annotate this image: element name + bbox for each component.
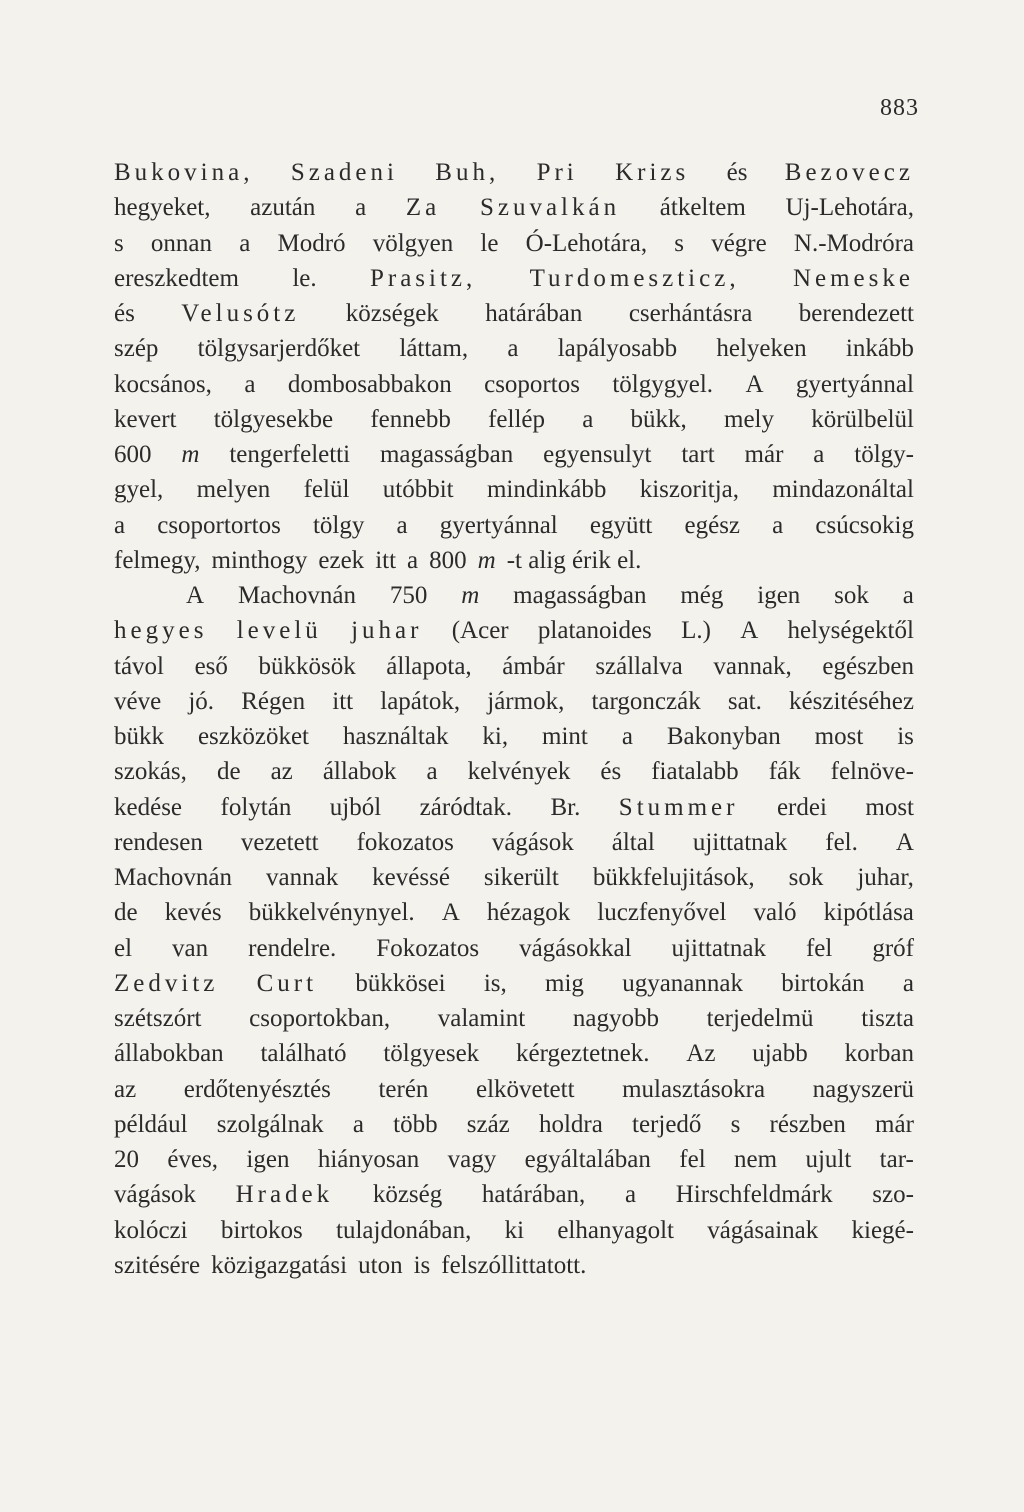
word: azután: [250, 194, 316, 222]
word: elkövetett: [475, 1075, 575, 1103]
word: Pri: [536, 159, 578, 186]
word: a: [407, 546, 419, 574]
text-line: [114, 261, 914, 296]
word: juhar: [351, 617, 423, 645]
text-line: [114, 931, 914, 966]
text-line: [114, 1142, 914, 1177]
word: tölgygyel.: [612, 370, 714, 398]
word: Za: [405, 194, 441, 222]
text-line: [114, 508, 914, 543]
word: állabokban: [114, 1040, 224, 1068]
word: helységektől: [787, 617, 914, 645]
word: berendezett: [798, 300, 914, 327]
word: gróf: [872, 934, 914, 962]
word: vágásainak: [707, 1216, 819, 1244]
text-line: [114, 1248, 914, 1283]
word: de: [114, 899, 138, 927]
word: fák: [768, 758, 801, 786]
word: fokozatos: [356, 828, 454, 856]
word: a: [114, 511, 126, 539]
text-line: [114, 155, 914, 190]
word: bükkelvénynyel.: [248, 899, 415, 927]
word: Uj-Lehotára,: [785, 194, 914, 222]
word: vágások: [491, 828, 574, 856]
word: lapátok,: [380, 687, 461, 715]
word: de: [216, 758, 241, 786]
word: is,: [483, 969, 507, 997]
word: tölgysarjerdőket: [197, 335, 361, 363]
word: 20: [114, 1146, 139, 1173]
word: szitésére: [114, 1251, 201, 1279]
word: hiányosan: [317, 1146, 420, 1173]
word: mindinkább: [486, 476, 607, 504]
word: bükkösei: [355, 969, 446, 997]
word: ujult: [805, 1146, 852, 1173]
word: hegyeket,: [114, 194, 211, 222]
word: által: [611, 828, 655, 856]
word: sikerült: [483, 864, 559, 891]
word: a: [239, 229, 251, 257]
word: onnan: [150, 229, 213, 257]
word: Bukovina,: [114, 159, 254, 186]
word: egyáltalában: [524, 1146, 651, 1173]
word: jó.: [188, 687, 215, 715]
word: a: [352, 1110, 364, 1138]
word: holdra: [538, 1110, 603, 1138]
word: szo-: [872, 1181, 914, 1209]
text-line: [114, 190, 914, 225]
word: vezetett: [240, 828, 319, 856]
word: hegyes: [114, 617, 208, 645]
word: község: [372, 1181, 443, 1209]
word: a: [507, 335, 519, 363]
word: ki: [504, 1216, 525, 1244]
word: Az: [686, 1040, 716, 1068]
word: kedése: [114, 793, 183, 821]
word: erdei: [776, 793, 827, 821]
word: ujból: [329, 793, 382, 821]
text-line: [114, 719, 914, 754]
word: sok: [834, 582, 869, 609]
word: ujittatnak: [671, 934, 766, 962]
word: Bakonyban: [666, 723, 781, 750]
word: kevert: [114, 405, 177, 433]
word: Hradek: [235, 1181, 334, 1209]
word: átkeltem: [659, 194, 746, 222]
body-text: [114, 155, 914, 1283]
word: kevéssé: [372, 864, 450, 891]
word: nagyszerü: [812, 1075, 914, 1103]
word: eszközöket: [197, 723, 309, 750]
word: kiegé-: [851, 1216, 914, 1244]
text-line: [114, 296, 914, 331]
word: Velusótz: [181, 300, 300, 327]
word: terjedelmü: [706, 1005, 814, 1032]
word: s: [674, 229, 685, 257]
word: Szuvalkán: [479, 194, 621, 222]
word: Curt: [256, 969, 318, 997]
word: Turdomeszticz,: [529, 264, 740, 292]
word: szép: [114, 335, 159, 363]
word: való: [753, 899, 797, 927]
word: helyeken: [716, 335, 807, 363]
word: juhar,: [857, 864, 914, 891]
word: ugyanannak: [622, 969, 743, 997]
word: mindazonáltal: [772, 476, 914, 504]
word: Régen: [241, 687, 306, 715]
text-line: [114, 226, 914, 261]
word: távol: [114, 652, 164, 680]
word: Krizs: [615, 159, 690, 186]
word: most: [865, 793, 914, 821]
word: egyensulyt: [543, 441, 652, 468]
word: uton: [358, 1251, 403, 1279]
word: utóbbit: [382, 476, 454, 504]
word: már: [875, 1110, 914, 1138]
word: ujittatnak: [692, 828, 788, 856]
word: részben: [769, 1110, 846, 1138]
word: ki,: [482, 723, 509, 750]
text-line: [114, 578, 914, 613]
word: határában: [485, 300, 583, 327]
word: targonczák: [591, 687, 701, 715]
word: A: [740, 617, 759, 645]
word: a: [355, 194, 367, 222]
word: magasságban: [379, 441, 514, 468]
text-line: [114, 613, 914, 648]
word: platanoides: [537, 617, 652, 645]
word: véve: [114, 687, 162, 715]
word: állapota,: [386, 652, 472, 680]
word: fel: [679, 1146, 706, 1173]
word: tölgy-: [854, 441, 914, 468]
text-line: [114, 754, 914, 789]
word: le: [480, 229, 499, 257]
word: ereszkedtem: [114, 264, 239, 292]
word: kocsános,: [114, 370, 212, 398]
word: tar-: [879, 1146, 914, 1173]
word: kiszoritja,: [639, 476, 739, 504]
word: m: [461, 582, 480, 609]
word: Fokozatos: [376, 934, 480, 962]
word: vannak,: [713, 652, 792, 680]
word: cserhántásra: [628, 300, 753, 327]
word: el: [114, 934, 133, 962]
word: Hirschfeldmárk: [675, 1181, 833, 1209]
word: készitéséhez: [789, 687, 914, 715]
text-line: [114, 1072, 914, 1107]
word: egész: [684, 511, 741, 539]
word: fellép: [488, 405, 545, 433]
word: fel: [805, 934, 833, 962]
word: Machovnán: [114, 864, 233, 891]
text-line: [114, 895, 914, 930]
word: luczfenyővel: [597, 899, 727, 927]
word: le.: [292, 264, 317, 292]
word: szétszórt: [114, 1005, 202, 1032]
page-number: 883: [880, 95, 919, 121]
word: a: [624, 1181, 637, 1209]
word: a: [772, 511, 784, 539]
word: felül: [303, 476, 350, 504]
word: szolgálnak: [216, 1110, 324, 1138]
word: kipótlása: [823, 899, 914, 927]
word: sok: [788, 864, 824, 891]
word: csoportortos: [157, 511, 281, 539]
word: gyertyánnal: [439, 511, 558, 539]
word: a: [902, 969, 914, 997]
word: bükk: [114, 723, 164, 750]
word: Machovnán: [237, 582, 356, 609]
word: hézagok: [486, 899, 571, 927]
word: 600: [114, 441, 152, 468]
word: fiatalabb: [651, 758, 739, 786]
word: a: [582, 405, 594, 433]
word: 800: [429, 546, 467, 574]
word: tengerfeletti: [229, 441, 351, 468]
word: tulajdonában,: [336, 1216, 472, 1244]
text-line: [114, 966, 914, 1001]
word: szokás,: [114, 758, 187, 786]
word: levelü: [236, 617, 322, 645]
word: tart: [681, 441, 715, 468]
word: láttam,: [399, 335, 469, 363]
word: Modró: [277, 229, 346, 257]
word: itt: [332, 687, 354, 715]
word: fel.: [825, 828, 858, 856]
word: nem: [734, 1146, 778, 1173]
word: most: [814, 723, 864, 750]
word: Br.: [550, 793, 581, 821]
text-line: [114, 1036, 914, 1071]
text-line: [114, 1107, 914, 1142]
word: A: [745, 370, 764, 398]
word: vágásokkal: [519, 934, 632, 962]
word: Buh,: [435, 159, 500, 186]
word: záródtak.: [419, 793, 512, 821]
word: korban: [844, 1040, 914, 1068]
word: valamint: [437, 1005, 526, 1032]
word: Prasitz,: [369, 264, 477, 292]
word: N.-Modróra: [793, 229, 914, 257]
word: állabok: [322, 758, 397, 786]
word: mely: [724, 405, 775, 433]
word: terén: [378, 1075, 429, 1103]
word: s: [114, 229, 124, 257]
word: tölgyesekbe: [213, 405, 334, 433]
word: tölgyesek: [383, 1040, 480, 1068]
word: és: [600, 758, 622, 786]
word: itt: [375, 546, 397, 574]
word: sat.: [727, 687, 762, 715]
word: L.): [681, 617, 711, 645]
word: és: [726, 159, 748, 186]
word: lapályosabb: [557, 335, 678, 363]
text-line: [114, 825, 914, 860]
word: községek: [345, 300, 439, 327]
word: kérgeztetnek.: [515, 1040, 650, 1068]
word: terjedő: [632, 1110, 702, 1138]
word: gyertyánnal: [795, 370, 914, 398]
word: bükkösök: [258, 652, 356, 680]
word: több: [393, 1110, 438, 1138]
word: szállalva: [595, 652, 683, 680]
text-line: [114, 790, 914, 825]
word: határában,: [481, 1181, 586, 1209]
word: ezek: [318, 546, 365, 574]
text-line: [114, 860, 914, 895]
word: mint: [542, 723, 588, 750]
word: a: [813, 441, 825, 468]
text-line: [114, 1001, 914, 1036]
word: fennebb: [370, 405, 451, 433]
word: s: [730, 1110, 741, 1138]
word: a: [244, 370, 256, 398]
word: birtokos: [220, 1216, 303, 1244]
word: A: [895, 828, 914, 856]
word: végre: [711, 229, 767, 257]
text-line: [114, 367, 914, 402]
word: bükkfelujitások,: [592, 864, 755, 891]
word: igen: [757, 582, 801, 609]
word: erdőtenyésztés: [183, 1075, 331, 1103]
word: -t alig érik el.: [506, 546, 642, 574]
word: rendesen: [114, 828, 203, 856]
word: egészben: [822, 652, 914, 680]
word: még: [680, 582, 724, 609]
word: száz: [466, 1110, 510, 1138]
word: a: [621, 723, 633, 750]
word: (Acer: [451, 617, 509, 645]
word: csoportos: [484, 370, 580, 398]
word: kelvények: [467, 758, 571, 786]
word: csoportokban,: [249, 1005, 391, 1032]
text-line: [114, 331, 914, 366]
word: vágások: [114, 1181, 196, 1209]
word: van: [172, 934, 209, 962]
word: Ó-Lehotára,: [525, 229, 648, 257]
word: éves,: [167, 1146, 219, 1173]
text-line: [114, 1177, 914, 1212]
word: bükk,: [630, 405, 687, 433]
word: 750: [389, 582, 428, 609]
word: csúcsokig: [815, 511, 914, 539]
word: tölgy: [312, 511, 365, 539]
word: az: [114, 1075, 137, 1103]
word: Zedvitz: [114, 969, 219, 997]
word: dombosabbakon: [287, 370, 452, 398]
word: Szadeni: [290, 159, 398, 186]
word: már: [744, 441, 784, 468]
word: mig: [545, 969, 584, 997]
word: is: [413, 1251, 431, 1279]
text-line: [114, 1213, 914, 1248]
word: magasságban: [513, 582, 647, 609]
word: m: [181, 441, 200, 468]
word: nagyobb: [572, 1005, 659, 1032]
text-line: [114, 437, 914, 472]
word: inkább: [845, 335, 914, 363]
word: eső: [194, 652, 228, 680]
word: A: [186, 582, 205, 609]
word: a: [426, 758, 438, 786]
word: melyen: [196, 476, 271, 504]
word: m: [477, 546, 496, 574]
word: a: [396, 511, 408, 539]
text-line: [114, 543, 914, 578]
word: rendelre.: [248, 934, 337, 962]
word: elhanyagolt: [557, 1216, 674, 1244]
word: mulasztásokra: [622, 1075, 766, 1103]
word: jármok,: [487, 687, 565, 715]
word: Stummer: [618, 793, 739, 821]
word: folytán: [220, 793, 292, 821]
word: felszóllittatott.: [441, 1251, 587, 1279]
text-line: [114, 649, 914, 684]
text-line: [114, 472, 914, 507]
word: ujabb: [752, 1040, 808, 1068]
word: vannak: [266, 864, 339, 891]
word: ámbár: [502, 652, 565, 680]
word: gyel,: [114, 476, 164, 504]
word: felnöve-: [830, 758, 914, 786]
word: felmegy,: [114, 546, 201, 574]
word: Bezovecz: [784, 159, 914, 186]
word: minthogy: [211, 546, 308, 574]
word: és: [114, 300, 135, 327]
word: a: [902, 582, 914, 609]
text-line: [114, 402, 914, 437]
word: az: [270, 758, 293, 786]
word: körülbelül: [811, 405, 914, 433]
word: együtt: [589, 511, 653, 539]
word: vagy: [447, 1146, 497, 1173]
word: kolóczi: [114, 1216, 188, 1244]
word: A: [441, 899, 460, 927]
word: például: [114, 1110, 188, 1138]
text-line: [114, 684, 914, 719]
word: használtak: [342, 723, 449, 750]
word: tiszta: [861, 1005, 914, 1032]
word: igen: [246, 1146, 290, 1173]
word: birtokán: [781, 969, 865, 997]
word: Nemeske: [792, 264, 914, 292]
word: kevés: [164, 899, 222, 927]
word: található: [260, 1040, 347, 1068]
word: közigazgatási: [211, 1251, 348, 1279]
word: is: [897, 723, 914, 750]
word: völgyen: [372, 229, 454, 257]
